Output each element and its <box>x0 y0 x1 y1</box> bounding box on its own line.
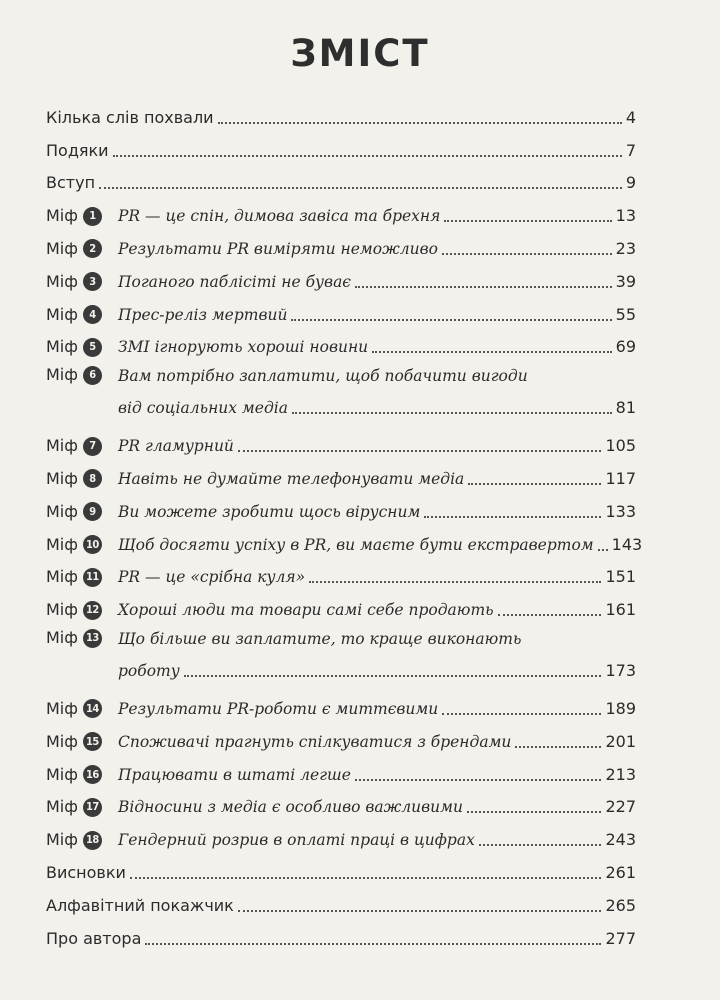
entry-title: Алфавітний покажчик <box>46 895 234 915</box>
toc-myth-entry[interactable] <box>46 259 636 292</box>
myth-number-badge: 17 <box>83 798 102 817</box>
myth-number-badge: 11 <box>83 568 102 587</box>
page-number: 261 <box>605 862 636 882</box>
myth-prefix <box>46 699 118 719</box>
myth-number-badge: 4 <box>83 305 102 324</box>
dot-leader <box>355 778 602 781</box>
page-number: 173 <box>605 661 636 681</box>
page-number: 55 <box>615 304 636 324</box>
dot-leader <box>309 580 601 583</box>
dot-leader <box>184 674 602 677</box>
dot-leader <box>99 186 622 189</box>
myth-label: Міф <box>46 436 78 456</box>
dot-leader <box>442 712 601 715</box>
myth-label: Міф <box>46 830 78 850</box>
page-number: 133 <box>605 501 636 521</box>
myth-prefix <box>46 272 118 292</box>
dot-leader <box>130 876 602 879</box>
myth-number-badge: 5 <box>83 338 102 357</box>
entry-title: Результати PR-роботи є миттєвими <box>118 699 439 718</box>
dot-leader <box>498 613 602 616</box>
toc-myth-entry[interactable] <box>46 325 636 358</box>
page-number: 161 <box>605 600 636 620</box>
toc-myth-entry[interactable] <box>46 620 636 686</box>
myth-label: Міф <box>46 501 78 521</box>
toc-myth-entry[interactable] <box>46 456 636 489</box>
dot-leader <box>291 318 611 321</box>
myth-number-badge: 7 <box>83 437 102 456</box>
entry-title: Подяки <box>46 140 109 160</box>
entry-title: Поганого паблісіті не буває <box>118 272 351 291</box>
table-of-contents <box>46 95 643 949</box>
myth-label: Міф <box>46 567 78 587</box>
myth-prefix <box>46 765 118 785</box>
myth-number-badge: 13 <box>83 629 102 648</box>
toc-entry[interactable] <box>46 128 636 161</box>
entry-title: Прес-реліз мертвий <box>118 305 288 324</box>
page-number: 13 <box>615 206 636 226</box>
myth-label: Міф <box>46 628 78 648</box>
dot-leader <box>238 909 602 912</box>
toc-myth-entry[interactable] <box>46 587 636 620</box>
dot-leader <box>515 745 601 748</box>
myth-label: Міф <box>46 337 78 357</box>
entry-title: Відносини з медіа є особливо важливими <box>118 798 463 817</box>
entry-title: Гендерний розрив в оплаті праці в цифрах <box>118 831 475 850</box>
myth-prefix <box>46 469 118 489</box>
page-title: ЗМІСТ <box>290 32 430 75</box>
page-number: 277 <box>605 928 636 948</box>
myth-number-badge: 16 <box>83 765 102 784</box>
dot-leader <box>145 942 601 945</box>
entry-title: Вступ <box>46 173 96 193</box>
entry-title: Про автора <box>46 928 142 948</box>
entry-title: Щоб досягти успіху в PR, ви маєте бути екстравертом <box>118 535 594 554</box>
toc-myth-entry[interactable] <box>46 555 636 588</box>
toc-myth-entry[interactable] <box>46 522 643 555</box>
entry-title: PR гламурний <box>118 437 234 456</box>
page-number: 243 <box>605 830 636 850</box>
myth-label: Міф <box>46 365 78 385</box>
dot-leader <box>442 252 612 255</box>
myth-number-badge: 14 <box>83 699 102 718</box>
toc-myth-entry[interactable] <box>46 785 636 818</box>
page-number: 9 <box>625 173 636 193</box>
myth-label: Міф <box>46 731 78 751</box>
myth-label: Міф <box>46 206 78 226</box>
myth-label: Міф <box>46 534 78 554</box>
entry-title: Працювати в штаті легше <box>118 765 351 784</box>
myth-number-badge: 1 <box>83 207 102 226</box>
entry-title: PR — це спін, димова завіса та брехня <box>118 207 441 226</box>
myth-prefix <box>46 239 118 259</box>
myth-prefix <box>46 436 118 456</box>
entry-title-line1: Вам потрібно заплатити, щоб побачити вигоди <box>118 367 528 386</box>
page-number: 39 <box>615 271 636 291</box>
myth-label: Міф <box>46 271 78 291</box>
myth-prefix <box>46 365 118 385</box>
entry-title: Результати PR виміряти неможливо <box>118 239 438 258</box>
toc-myth-entry[interactable] <box>46 752 636 785</box>
myth-label: Міф <box>46 797 78 817</box>
myth-label: Міф <box>46 304 78 324</box>
dot-leader <box>424 515 601 518</box>
page-number: 117 <box>605 468 636 488</box>
toc-entry[interactable] <box>46 850 636 883</box>
toc-myth-entry[interactable] <box>46 489 636 522</box>
dot-leader <box>238 449 602 452</box>
myth-prefix <box>46 567 118 587</box>
entry-title: ЗМІ ігнорують хороші новини <box>118 338 369 357</box>
myth-prefix <box>46 535 118 555</box>
toc-entry[interactable] <box>46 161 636 194</box>
entry-title-line1: Що більше ви заплатите, то краще виконають <box>118 630 522 649</box>
myth-prefix <box>46 600 118 620</box>
dot-leader <box>467 810 601 813</box>
entry-title: від соціальних медіа <box>118 399 288 418</box>
myth-prefix <box>46 797 118 817</box>
myth-number-badge: 8 <box>83 469 102 488</box>
myth-number-badge: 6 <box>83 366 102 385</box>
entry-title: роботу <box>118 662 180 681</box>
dot-leader <box>292 411 612 414</box>
dot-leader <box>479 843 602 846</box>
page-number: 201 <box>605 731 636 751</box>
dot-leader <box>113 154 622 157</box>
page-number: 105 <box>605 436 636 456</box>
myth-number-badge: 18 <box>83 831 102 850</box>
toc-myth-entry[interactable] <box>46 357 636 423</box>
toc-myth-entry[interactable] <box>46 226 636 259</box>
toc-myth-entry[interactable] <box>46 292 636 325</box>
entry-title: Навіть не думайте телефонувати медіа <box>118 469 465 488</box>
toc-myth-entry[interactable] <box>46 686 636 719</box>
page-number: 143 <box>611 534 643 554</box>
myth-prefix <box>46 337 118 357</box>
dot-leader <box>355 285 612 288</box>
toc-myth-entry[interactable] <box>46 193 636 226</box>
toc-myth-entry[interactable] <box>46 719 636 752</box>
page-number: 265 <box>605 895 636 915</box>
myth-number-badge: 15 <box>83 732 102 751</box>
myth-prefix <box>46 830 118 850</box>
myth-prefix <box>46 305 118 325</box>
entry-title: Висновки <box>46 862 126 882</box>
myth-label: Міф <box>46 764 78 784</box>
myth-prefix <box>46 502 118 522</box>
page-number: 7 <box>625 140 636 160</box>
myth-label: Міф <box>46 600 78 620</box>
page-number: 151 <box>605 567 636 587</box>
myth-number-badge: 3 <box>83 272 102 291</box>
myth-number-badge: 10 <box>83 535 102 554</box>
toc-myth-entry[interactable] <box>46 817 636 850</box>
toc-entry[interactable] <box>46 95 636 128</box>
page-number: 189 <box>605 698 636 718</box>
myth-number-badge: 12 <box>83 601 102 620</box>
page-number: 69 <box>615 337 636 357</box>
entry-title: Споживачі прагнуть спілкуватися з брендами <box>118 732 512 751</box>
dot-leader <box>444 219 611 222</box>
myth-prefix <box>46 732 118 752</box>
myth-number-badge: 9 <box>83 502 102 521</box>
toc-myth-entry[interactable] <box>46 423 636 456</box>
dot-leader <box>218 121 622 124</box>
entry-title: Кілька слів похвали <box>46 107 214 127</box>
myth-prefix <box>46 628 118 648</box>
myth-label: Міф <box>46 238 78 258</box>
page-number: 213 <box>605 764 636 784</box>
dot-leader <box>372 350 611 353</box>
myth-label: Міф <box>46 698 78 718</box>
dot-leader <box>598 548 608 551</box>
entry-title: PR — це «срібна куля» <box>118 568 306 587</box>
toc-entry[interactable] <box>46 883 636 916</box>
dot-leader <box>468 482 601 485</box>
myth-prefix <box>46 206 118 226</box>
entry-title: Хороші люди та товари самі себе продають <box>118 601 494 620</box>
page-number: 81 <box>615 398 636 418</box>
page-number: 4 <box>625 107 636 127</box>
myth-label: Міф <box>46 468 78 488</box>
page-number: 227 <box>605 797 636 817</box>
myth-number-badge: 2 <box>83 239 102 258</box>
entry-title: Ви можете зробити щось вірусним <box>118 502 421 521</box>
toc-entry[interactable] <box>46 916 636 949</box>
page-number: 23 <box>615 238 636 258</box>
